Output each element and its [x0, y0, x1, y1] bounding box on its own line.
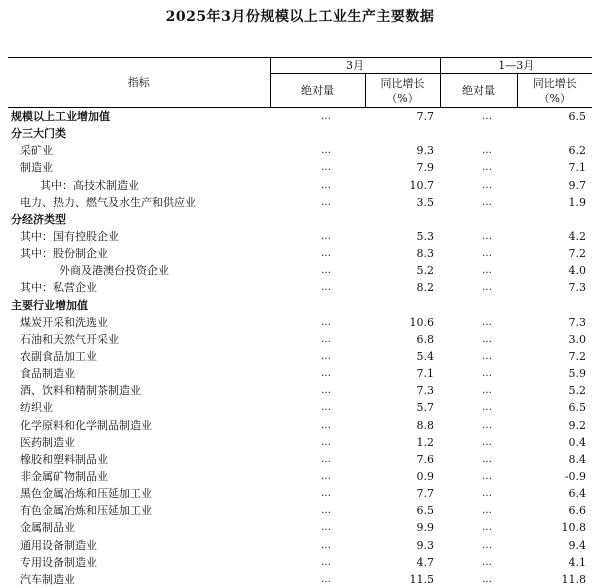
table-row: [8, 485, 592, 502]
row-yoy-march: 7.6: [416, 452, 434, 466]
row-yoy-march: 4.7: [416, 555, 434, 569]
row-abs-q1: [440, 211, 517, 228]
row-yoy-march: 8.3: [416, 247, 434, 261]
row-indicator: 其中：高技术制造业: [40, 178, 139, 192]
row-abs-march: …: [321, 196, 330, 208]
row-abs-q1: …: [482, 436, 491, 448]
row-abs-march: …: [321, 282, 330, 294]
row-abs-march: …: [321, 471, 330, 483]
row-abs-march: …: [321, 488, 330, 500]
row-abs-march: …: [321, 419, 330, 431]
yoy-header-q1: 同比增长 （%）: [517, 74, 592, 108]
row-yoy-march: 5.7: [416, 401, 434, 415]
table-row: [8, 434, 592, 451]
table-row: [8, 177, 592, 194]
table-body: [8, 108, 592, 588]
row-abs-march: …: [321, 539, 330, 551]
row-indicator: 采矿业: [20, 144, 53, 158]
row-indicator: 通用设备制造业: [20, 538, 97, 552]
abs-header-q1: 绝对量: [440, 74, 517, 108]
row-indicator: 化学原料和化学制品制造业: [20, 418, 152, 432]
abs-header-march: 绝对量: [270, 74, 365, 108]
row-yoy-march: 0.9: [416, 470, 434, 484]
table-row: [8, 262, 592, 279]
row-indicator: 制造业: [20, 161, 53, 175]
row-abs-q1: …: [482, 419, 491, 431]
row-indicator: 分经济类型: [11, 212, 66, 226]
row-abs-march: …: [321, 453, 330, 465]
indicator-header: 指标: [8, 58, 270, 108]
row-indicator: 非金属矿物制品业: [20, 470, 108, 484]
row-yoy-march: [365, 125, 440, 142]
row-abs-q1: …: [482, 471, 491, 483]
table-row: [8, 125, 592, 142]
row-abs-q1: …: [482, 265, 491, 277]
row-yoy-q1: [517, 297, 592, 314]
table-row: [8, 502, 592, 519]
row-abs-q1: …: [482, 282, 491, 294]
row-yoy-q1: 7.2: [568, 350, 586, 364]
row-yoy-q1: 9.4: [568, 538, 586, 552]
row-yoy-march: 7.3: [416, 384, 434, 398]
table-row: [8, 331, 592, 348]
row-abs-march: …: [321, 179, 330, 191]
table-row: [8, 142, 592, 159]
row-abs-q1: …: [482, 385, 491, 397]
row-abs-march: …: [321, 556, 330, 568]
row-yoy-march: 9.3: [416, 538, 434, 552]
table-row: [8, 297, 592, 314]
row-abs-march: …: [321, 573, 330, 585]
table-row: [8, 314, 592, 331]
row-indicator: 电力、热力、燃气及水生产和供应业: [20, 195, 196, 209]
yoy-header-march: 同比增长 （%）: [365, 74, 440, 108]
table-row: [8, 382, 592, 399]
row-yoy-march: [365, 211, 440, 228]
row-abs-march: …: [321, 333, 330, 345]
row-abs-q1: …: [482, 505, 491, 517]
row-yoy-q1: 5.9: [568, 367, 586, 381]
table-row: [8, 348, 592, 365]
row-indicator: 其中：股份制企业: [20, 247, 108, 261]
row-indicator: 汽车制造业: [20, 572, 75, 586]
row-indicator: 其中：私营企业: [20, 281, 97, 295]
row-abs-q1: …: [482, 539, 491, 551]
table-row: [8, 537, 592, 554]
row-yoy-q1: [517, 125, 592, 142]
row-abs-march: …: [321, 505, 330, 517]
table-row: [8, 365, 592, 382]
row-abs-q1: …: [482, 333, 491, 345]
row-yoy-march: 3.5: [416, 195, 434, 209]
row-abs-march: …: [321, 265, 330, 277]
table-row: [8, 159, 592, 176]
row-abs-march: …: [321, 316, 330, 328]
row-abs-q1: …: [482, 368, 491, 380]
row-abs-q1: [440, 125, 517, 142]
table-row: [8, 519, 592, 536]
row-abs-march: …: [321, 436, 330, 448]
row-yoy-q1: 4.2: [568, 230, 586, 244]
row-yoy-march: 8.8: [416, 418, 434, 432]
row-yoy-q1: 7.2: [568, 247, 586, 261]
row-abs-q1: …: [482, 162, 491, 174]
row-abs-q1: …: [482, 145, 491, 157]
row-abs-q1: …: [482, 402, 491, 414]
row-yoy-march: [365, 297, 440, 314]
table-row: [8, 245, 592, 262]
row-yoy-q1: [517, 211, 592, 228]
row-abs-march: …: [321, 145, 330, 157]
row-abs-q1: …: [482, 573, 491, 585]
row-yoy-q1: 9.2: [568, 418, 586, 432]
row-yoy-march: 6.5: [416, 504, 434, 518]
row-abs-march: [270, 125, 365, 142]
row-yoy-march: 7.1: [416, 367, 434, 381]
row-abs-march: …: [321, 111, 330, 123]
period-march-header: 3月: [270, 58, 440, 74]
row-abs-march: …: [321, 402, 330, 414]
row-yoy-march: 7.7: [416, 110, 434, 124]
row-yoy-q1: 6.6: [568, 504, 586, 518]
row-abs-q1: …: [482, 351, 491, 363]
row-yoy-march: 7.7: [416, 487, 434, 501]
table-header: [8, 58, 592, 108]
table-row: [8, 417, 592, 434]
row-indicator: 酒、饮料和精制茶制造业: [20, 384, 141, 398]
row-yoy-q1: 6.2: [568, 144, 586, 158]
row-yoy-march: 5.4: [416, 350, 434, 364]
table-row: [8, 451, 592, 468]
row-abs-march: …: [321, 162, 330, 174]
row-yoy-q1: 5.2: [568, 384, 586, 398]
table-row: [8, 399, 592, 416]
row-abs-q1: …: [482, 556, 491, 568]
row-abs-q1: …: [482, 196, 491, 208]
row-abs-q1: …: [482, 179, 491, 191]
row-yoy-q1: 6.5: [568, 110, 586, 124]
table-row: [8, 468, 592, 485]
row-abs-march: …: [321, 231, 330, 243]
row-yoy-q1: 9.7: [568, 178, 586, 192]
row-abs-march: …: [321, 248, 330, 260]
row-yoy-q1: 6.4: [568, 487, 586, 501]
row-abs-march: …: [321, 385, 330, 397]
row-indicator: 医药制造业: [20, 435, 75, 449]
row-indicator: 外商及港澳台投资企业: [59, 264, 169, 278]
row-yoy-march: 10.6: [409, 315, 434, 329]
row-yoy-q1: 7.1: [568, 161, 586, 175]
table-row: [8, 194, 592, 211]
row-yoy-q1: 8.4: [568, 452, 586, 466]
row-abs-march: [270, 297, 365, 314]
row-yoy-q1: 7.3: [568, 281, 586, 295]
row-yoy-march: 9.9: [416, 521, 434, 535]
row-indicator: 石油和天然气开采业: [20, 332, 119, 346]
table-row: [8, 571, 592, 588]
row-indicator: 农副食品加工业: [20, 350, 97, 364]
row-yoy-march: 8.2: [416, 281, 434, 295]
table-row: [8, 554, 592, 571]
table-row: [8, 279, 592, 296]
row-indicator: 规模以上工业增加值: [11, 110, 110, 124]
row-yoy-q1: 11.8: [561, 572, 586, 586]
row-abs-q1: …: [482, 488, 491, 500]
row-yoy-march: 10.7: [409, 178, 434, 192]
row-yoy-q1: 6.5: [568, 401, 586, 415]
row-abs-q1: …: [482, 453, 491, 465]
row-indicator: 食品制造业: [20, 367, 75, 381]
row-abs-q1: …: [482, 231, 491, 243]
row-yoy-q1: -0.9: [564, 470, 586, 484]
row-indicator: 纺织业: [20, 401, 53, 415]
row-yoy-march: 1.2: [416, 435, 434, 449]
row-indicator: 其中：国有控股企业: [20, 230, 119, 244]
row-yoy-march: 5.3: [416, 230, 434, 244]
row-yoy-q1: 4.0: [568, 264, 586, 278]
row-yoy-q1: 7.3: [568, 315, 586, 329]
row-abs-q1: …: [482, 111, 491, 123]
row-yoy-march: 5.2: [416, 264, 434, 278]
page-title: 2025年3月份规模以上工业生产主要数据: [165, 9, 435, 25]
row-yoy-march: 6.8: [416, 332, 434, 346]
table-row: [8, 211, 592, 228]
row-abs-march: …: [321, 522, 330, 534]
row-abs-q1: …: [482, 248, 491, 260]
row-abs-march: …: [321, 368, 330, 380]
row-indicator: 煤炭开采和洗选业: [20, 315, 108, 329]
row-yoy-march: 7.9: [416, 161, 434, 175]
row-yoy-q1: 10.8: [561, 521, 586, 535]
row-yoy-q1: 1.9: [568, 195, 586, 209]
data-table: [8, 57, 592, 588]
row-yoy-q1: 0.4: [568, 435, 586, 449]
row-indicator: 金属制品业: [20, 521, 75, 535]
table-row: [8, 108, 592, 126]
row-indicator: 橡胶和塑料制品业: [20, 452, 108, 466]
period-q1-header: 1—3月: [440, 58, 592, 74]
row-yoy-q1: 3.0: [568, 332, 586, 346]
row-abs-q1: …: [482, 316, 491, 328]
row-indicator: 黑色金属冶炼和压延加工业: [20, 487, 152, 501]
row-yoy-march: 9.3: [416, 144, 434, 158]
row-indicator: 专用设备制造业: [20, 555, 97, 569]
row-yoy-q1: 4.1: [568, 555, 586, 569]
row-yoy-march: 11.5: [409, 572, 434, 586]
row-abs-march: …: [321, 351, 330, 363]
row-indicator: 分三大门类: [11, 127, 66, 141]
row-indicator: 有色金属冶炼和压延加工业: [20, 504, 152, 518]
row-abs-march: [270, 211, 365, 228]
table-row: [8, 228, 592, 245]
row-abs-q1: [440, 297, 517, 314]
row-abs-q1: …: [482, 522, 491, 534]
row-indicator: 主要行业增加值: [11, 298, 88, 312]
